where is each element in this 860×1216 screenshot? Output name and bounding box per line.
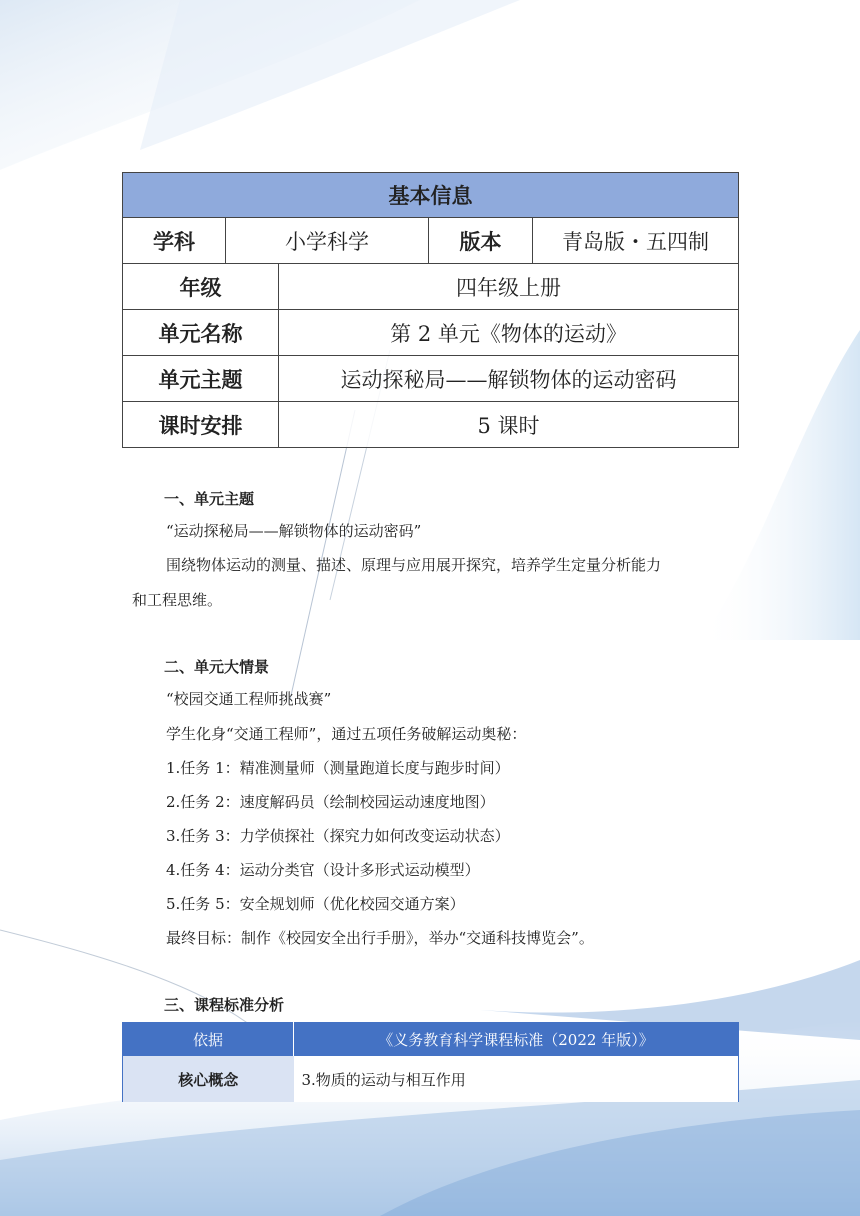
section1-quote: “运动探秘局——解锁物体的运动密码” xyxy=(166,522,422,540)
grade-value: 四年级上册 xyxy=(279,264,739,310)
unit-theme-value: 运动探秘局——解锁物体的运动密码 xyxy=(279,356,739,402)
task-item: 3.任务 3：力学侦探社（探究力如何改变运动状态） xyxy=(166,827,510,845)
unit-name-value: 第 2 单元《物体的运动》 xyxy=(279,310,739,356)
section1-para-line2: 和工程思维。 xyxy=(132,591,223,609)
task-item: 5.任务 5：安全规划师（优化校园交通方案） xyxy=(166,895,465,913)
section1-heading: 一、单元主题 xyxy=(164,490,255,508)
section2-heading: 二、单元大情景 xyxy=(164,658,270,676)
section1-para-line1: 围绕物体运动的测量、描述、原理与应用展开探究，培养学生定量分析能力 xyxy=(166,556,662,574)
core-concept-label: 核心概念 xyxy=(123,1056,294,1102)
section2-intro: 学生化身“交通工程师”，通过五项任务破解运动奥秘： xyxy=(166,725,527,743)
edition-value: 青岛版・五四制 xyxy=(533,218,739,264)
task-item: 2.任务 2：速度解码员（绘制校园运动速度地图） xyxy=(166,793,495,811)
schedule-label: 课时安排 xyxy=(123,402,279,448)
grade-label: 年级 xyxy=(123,264,279,310)
unit-name-label: 单元名称 xyxy=(123,310,279,356)
task-item: 4.任务 4：运动分类官（设计多形式运动模型） xyxy=(166,861,480,879)
section3-heading: 三、课程标准分析 xyxy=(164,996,285,1014)
basic-info-table xyxy=(122,172,739,448)
std-header-basis: 依据 xyxy=(123,1022,294,1056)
basic-info-title: 基本信息 xyxy=(123,173,739,218)
edition-label: 版本 xyxy=(429,218,533,264)
section2-quote: “校园交通工程师挑战赛” xyxy=(166,690,332,708)
std-header-standard: 《义务教育科学课程标准（2022 年版）》 xyxy=(294,1022,739,1056)
section2-goal: 最终目标：制作《校园安全出行手册》，举办“交通科技博览会”。 xyxy=(166,929,594,947)
task-item: 1.任务 1：精准测量师（测量跑道长度与跑步时间） xyxy=(166,759,510,777)
schedule-value: 5 课时 xyxy=(279,402,739,448)
subject-value: 小学科学 xyxy=(226,218,429,264)
subject-label: 学科 xyxy=(123,218,226,264)
unit-theme-label: 单元主题 xyxy=(123,356,279,402)
core-concept-value: 3.物质的运动与相互作用 xyxy=(294,1056,739,1102)
curriculum-standard-table xyxy=(122,1022,739,1102)
